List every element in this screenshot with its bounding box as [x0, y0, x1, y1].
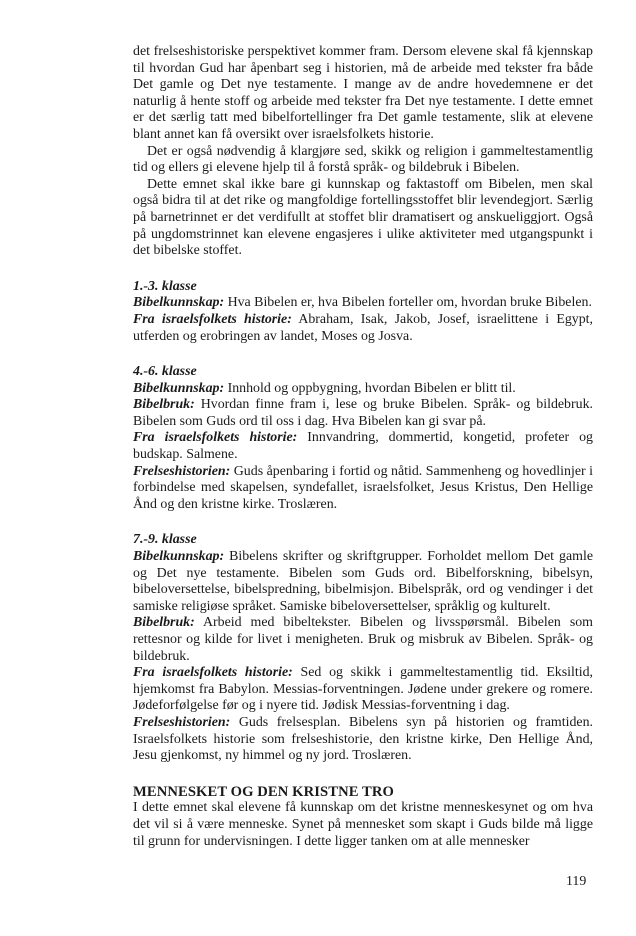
topic-label: Fra israelsfolkets historie:	[133, 430, 298, 446]
grade-heading: 1.-3. klasse	[133, 278, 197, 294]
topic-label: Frelseshistorien:	[133, 463, 231, 479]
topic-label: Fra israelsfolkets historie:	[133, 311, 292, 327]
text-column	[133, 44, 593, 850]
curriculum-entry	[133, 665, 593, 715]
topic-label: Bibelkunnskap:	[133, 380, 225, 396]
intro-paragraph: det frelseshistoriske perspektivet kommer fram. Dersom elevene skal få kjennskap til hvordan Gud har åpenbart seg i historien, må de arbeide med tekster fra både Det gamle og Det nye testamente. I mange av de andre hovedemnene er det naturlig å hente stoff og arbeide med tekster fra Det nye testamente. I dette emnet er det særlig tatt med bibelfortellinger fra Det gamle testamente, slik at elevene blant annet kan få oversikt over israelsfolkets historie.	[133, 44, 593, 142]
topic-text: Arbeid med bibeltekster. Bibelen og livsspørsmål. Bibelen som rettesnor og kilde for livet i menigheten. Bruk og misbruk av Bibelen. Språk- og bildebruk.	[133, 615, 593, 664]
curriculum-entry	[133, 430, 593, 463]
topic-label: Frelseshistorien:	[133, 714, 231, 730]
topic-text: Abraham, Isak, Jakob, Josef, israelittene i Egypt, utferden og erobringen av landet, Moses og Josva.	[133, 311, 593, 344]
topic-text: Bibelens skrifter og skriftgrupper. Forholdet mellom Det gamle og Det nye testamente. Bibelen som Guds ord. Bibelforskning, bibelsyn, bibeloversettelse, bibelspredning, bibelmisjon. Bibelspråk, ord og vendinger i det samiske religiøse språket. Samiske bibeloversettelser, språklig og kulturelt.	[133, 549, 593, 614]
curriculum-entry	[133, 397, 593, 430]
curriculum-entry	[133, 549, 593, 615]
grade-heading: 4.-6. klasse	[133, 364, 197, 380]
section-grade-4-6	[133, 364, 593, 513]
topic-label: Fra israelsfolkets historie:	[133, 665, 293, 681]
topic-text: Hvordan finne fram i, lese og bruke Bibelen. Språk- og bildebruk. Bibelen som Guds ord til oss i dag. Hva Bibelen kan gi svar på.	[133, 397, 593, 429]
intro-paragraph: Dette emnet skal ikke bare gi kunnskap og faktastoff om Bibelen, men skal også bidra til at det rike og mangfoldige fortellingsstoffet blir levendegjort. Særlig på barnetrinnet er det verdifullt at stoffet blir dramatisert og anskueliggjort. Også på ungdomstrinnet kan elevene engasjeres i ulike aktiviteter med utgangspunkt i det bibelske stoffet.	[133, 176, 593, 259]
section-grade-7-9	[133, 532, 593, 764]
topic-label: Bibelbruk:	[133, 397, 195, 413]
topic-text: Sed og skikk i gammeltestamentlig tid. Eksiltid, hjemkomst fra Babylon. Messias-forventningen. Jødene under grekere og romere. Jødeforfølgelse før og i nyere tid. Jødisk Messias-forventning i dag.	[133, 665, 594, 714]
curriculum-entry	[133, 715, 593, 765]
curriculum-entry	[133, 464, 593, 514]
curriculum-entry	[133, 295, 593, 312]
topic-text: Guds åpenbaring i fortid og nåtid. Sammenheng og hovedlinjer i forbindelse med skapelsen, syndefallet, israelsfolket, Jesus Kristus, Den Hellige Ånd og den kristne kirke. Troslæren.	[133, 463, 593, 512]
topic-text: Guds frelsesplan. Bibelens syn på historien og framtiden. Israelsfolkets historie som frelseshistorie, den kristne kirke, Den Hellige Ånd, Jesu gjenkomst, ny himmel og ny jord. Troslæren.	[133, 714, 593, 764]
curriculum-entry	[133, 381, 593, 398]
topic-text: Hva Bibelen er, hva Bibelen forteller om, hvordan bruke Bibelen.	[224, 295, 592, 311]
page-number: 119	[566, 874, 587, 889]
grade-heading: 7.-9. klasse	[133, 532, 197, 548]
topic-label: Bibelbruk:	[133, 615, 195, 631]
closing-paragraph: I dette emnet skal elevene få kunnskap om det kristne menneskesynet og om hva det vil si å være menneske. Synet på mennesket som skapt i Guds bilde må ligge til grunn for undervisningen. I dette ligger tanken om at alle mennesker	[133, 800, 593, 849]
topic-text: Innhold og oppbygning, hvordan Bibelen er blitt til.	[224, 380, 516, 396]
intro-paragraph: Det er også nødvendig å klargjøre sed, skikk og religion i gammeltestamentlig tid og ellers gi elevene hjelp til å forstå språk- og bildebruk i Bibelen.	[133, 143, 593, 176]
curriculum-entry	[133, 312, 593, 345]
section-grade-1-3	[133, 279, 593, 345]
topic-text: Innvandring, dommertid, kongetid, profeter og budskap. Salmene.	[133, 430, 594, 463]
topic-label: Bibelkunnskap:	[133, 295, 225, 311]
topic-label: Bibelkunnskap:	[133, 549, 225, 565]
section-heading: MENNESKET OG DEN KRISTNE TRO	[133, 783, 394, 800]
curriculum-entry	[133, 615, 593, 665]
